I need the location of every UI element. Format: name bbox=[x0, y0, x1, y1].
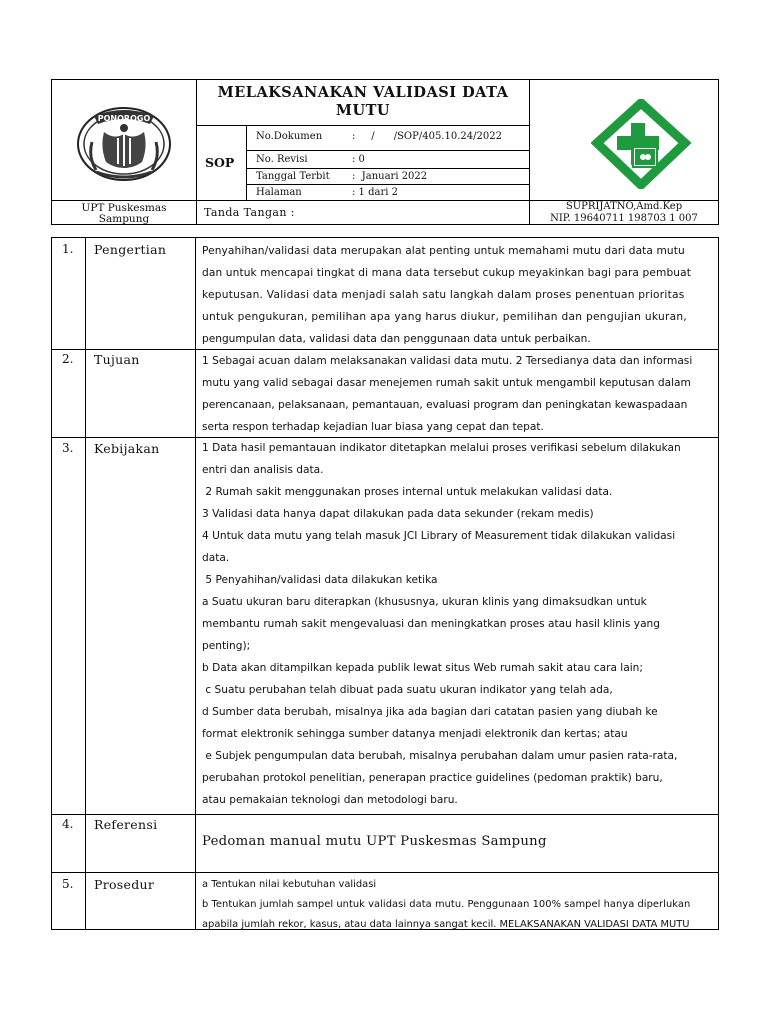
text-line: 3 Validasi data hanya dapat dilakukan pada data sekunder (rekam medis) bbox=[202, 508, 594, 520]
sop-label: SOP bbox=[205, 155, 235, 170]
signature-label: Tanda Tangan : bbox=[204, 206, 295, 219]
text-line: keputusan. Validasi data menjadi salah satu langkah dalam proses penentuan prioritas bbox=[202, 289, 685, 301]
section-number: 3. bbox=[62, 441, 74, 455]
section-body-prosedur bbox=[202, 875, 712, 935]
text-line: 2 Rumah sakit menggunakan proses internal untuk melakukan validasi data. bbox=[202, 486, 613, 498]
text-line: 4 Untuk data mutu yang telah masuk JCI Library of Measurement tidak dilakukan validasi bbox=[202, 530, 676, 542]
text-line: Penyahihan/validasi data merupakan alat penting untuk memahami mutu dari data mutu bbox=[202, 245, 685, 257]
section-label-tujuan: Tujuan bbox=[94, 352, 140, 367]
text-line: apabila jumlah rekor, kasus, atau data lainnya sangat kecil. MELAKSANAKAN VALIDASI DATA MUTU bbox=[202, 919, 690, 930]
section-body-tujuan bbox=[202, 350, 712, 438]
text-line: data. bbox=[202, 552, 230, 564]
seal-lettering: PONOROGO bbox=[97, 114, 151, 123]
text-line: 5 Penyahihan/validasi data dilakukan ketika bbox=[202, 574, 438, 586]
section-body-referensi: Pedoman manual mutu UPT Puskesmas Sampung bbox=[202, 834, 547, 849]
text-line: dan untuk mencapai tingkat di mana data tersebut cukup meyakinkan bagi para pembuat bbox=[202, 267, 692, 279]
text-line: format elektronik sehingga sumber datanya menjadi elektronik dan kertas; atau bbox=[202, 728, 628, 740]
section-number: 2. bbox=[62, 352, 74, 366]
section-number: 1. bbox=[62, 242, 74, 256]
signer-name: SUPRIJATNO,Amd.Kep bbox=[565, 201, 683, 212]
org-name-line1: UPT Puskesmas bbox=[81, 202, 167, 214]
doc-number-value: : / /SOP/405.10.24/2022 bbox=[352, 131, 502, 142]
section-body-pengertian bbox=[202, 240, 712, 350]
section-label-referensi: Referensi bbox=[94, 817, 158, 832]
text-line: 1 Data hasil pemantauan indikator ditetapkan melalui proses verifikasi sebelum dilakukan bbox=[202, 442, 681, 454]
text-line: penting); bbox=[202, 640, 251, 652]
text-line: b Tentukan jumlah sampel untuk validasi data mutu. Penggunaan 100% sampel hanya diperlukan bbox=[202, 899, 691, 910]
text-line: pengumpulan data, validasi data dan penggunaan data untuk perbaikan. bbox=[202, 333, 591, 345]
text-line: membantu rumah sakit mengevaluasi dan meningkatkan proses atau hasil klinis yang bbox=[202, 618, 660, 630]
page-value: : 1 dari 2 bbox=[352, 187, 398, 198]
section-number: 4. bbox=[62, 817, 74, 831]
text-line: a Suatu ukuran baru diterapkan (khususnya, ukuran klinis yang dimaksudkan untuk bbox=[202, 596, 647, 608]
org-name-line2: Sampung bbox=[98, 213, 150, 225]
text-line: perubahan protokol penelitian, penerapan practice guidelines (pedoman praktik) baru, bbox=[202, 772, 663, 784]
text-line: b Data akan ditampilkan kepada publik lewat situs Web rumah sakit atau cara lain; bbox=[202, 662, 643, 674]
section-body-kebijakan bbox=[202, 437, 712, 811]
section-label-pengertian: Pengertian bbox=[94, 242, 167, 257]
text-line: e Subjek pengumpulan data berubah, misalnya perubahan dalam umur pasien rata-rata, bbox=[202, 750, 678, 762]
section-number: 5. bbox=[62, 877, 74, 891]
text-line: serta respon terhadap kejadian luar biasa yang cepat dan tepat. bbox=[202, 421, 544, 433]
text-line: c Suatu perubahan telah dibuat pada suatu ukuran indikator yang telah ada, bbox=[202, 684, 613, 696]
text-line: entri dan analisis data. bbox=[202, 464, 324, 476]
text-line: atau pemakaian teknologi dan metodologi baru. bbox=[202, 794, 458, 806]
revision-value: : 0 bbox=[352, 154, 365, 165]
issue-date-label: Tanggal Terbit bbox=[256, 171, 330, 182]
sop-content-table bbox=[51, 237, 719, 930]
text-line: untuk pengukuran, pemilihan apa yang harus diukur, pemilihan dan pengujian ukuran, bbox=[202, 311, 688, 323]
signer-nip: NIP. 19640711 198703 1 007 bbox=[550, 213, 698, 224]
section-label-kebijakan: Kebijakan bbox=[94, 441, 160, 456]
text-line: 1 Sebagai acuan dalam melaksanakan validasi data mutu. 2 Tersedianya data dan informasi bbox=[202, 355, 693, 367]
revision-label: No. Revisi bbox=[256, 154, 308, 165]
document-header-table bbox=[51, 79, 719, 225]
regency-seal-icon bbox=[74, 102, 174, 182]
section-label-prosedur: Prosedur bbox=[94, 877, 155, 892]
text-line: d Sumber data berubah, misalnya jika ada bagian dari catatan pasien yang diubah ke bbox=[202, 706, 658, 718]
document-title: MELAKSANAKAN VALIDASI DATA MUTU bbox=[217, 84, 509, 119]
text-line: perencanaan, pelaksanaan, pemantauan, evaluasi program dan peningkatan kewaspadaan bbox=[202, 399, 688, 411]
puskesmas-cross-logo-icon bbox=[591, 99, 691, 189]
page-label: Halaman bbox=[256, 187, 302, 198]
issue-date-value: : Januari 2022 bbox=[352, 171, 428, 182]
doc-number-label: No.Dokumen bbox=[256, 131, 323, 142]
text-line: mutu yang valid sebagai dasar menejemen rumah sakit untuk mengambil keputusan dalam bbox=[202, 377, 691, 389]
text-line: a Tentukan nilai kebutuhan validasi bbox=[202, 879, 377, 890]
